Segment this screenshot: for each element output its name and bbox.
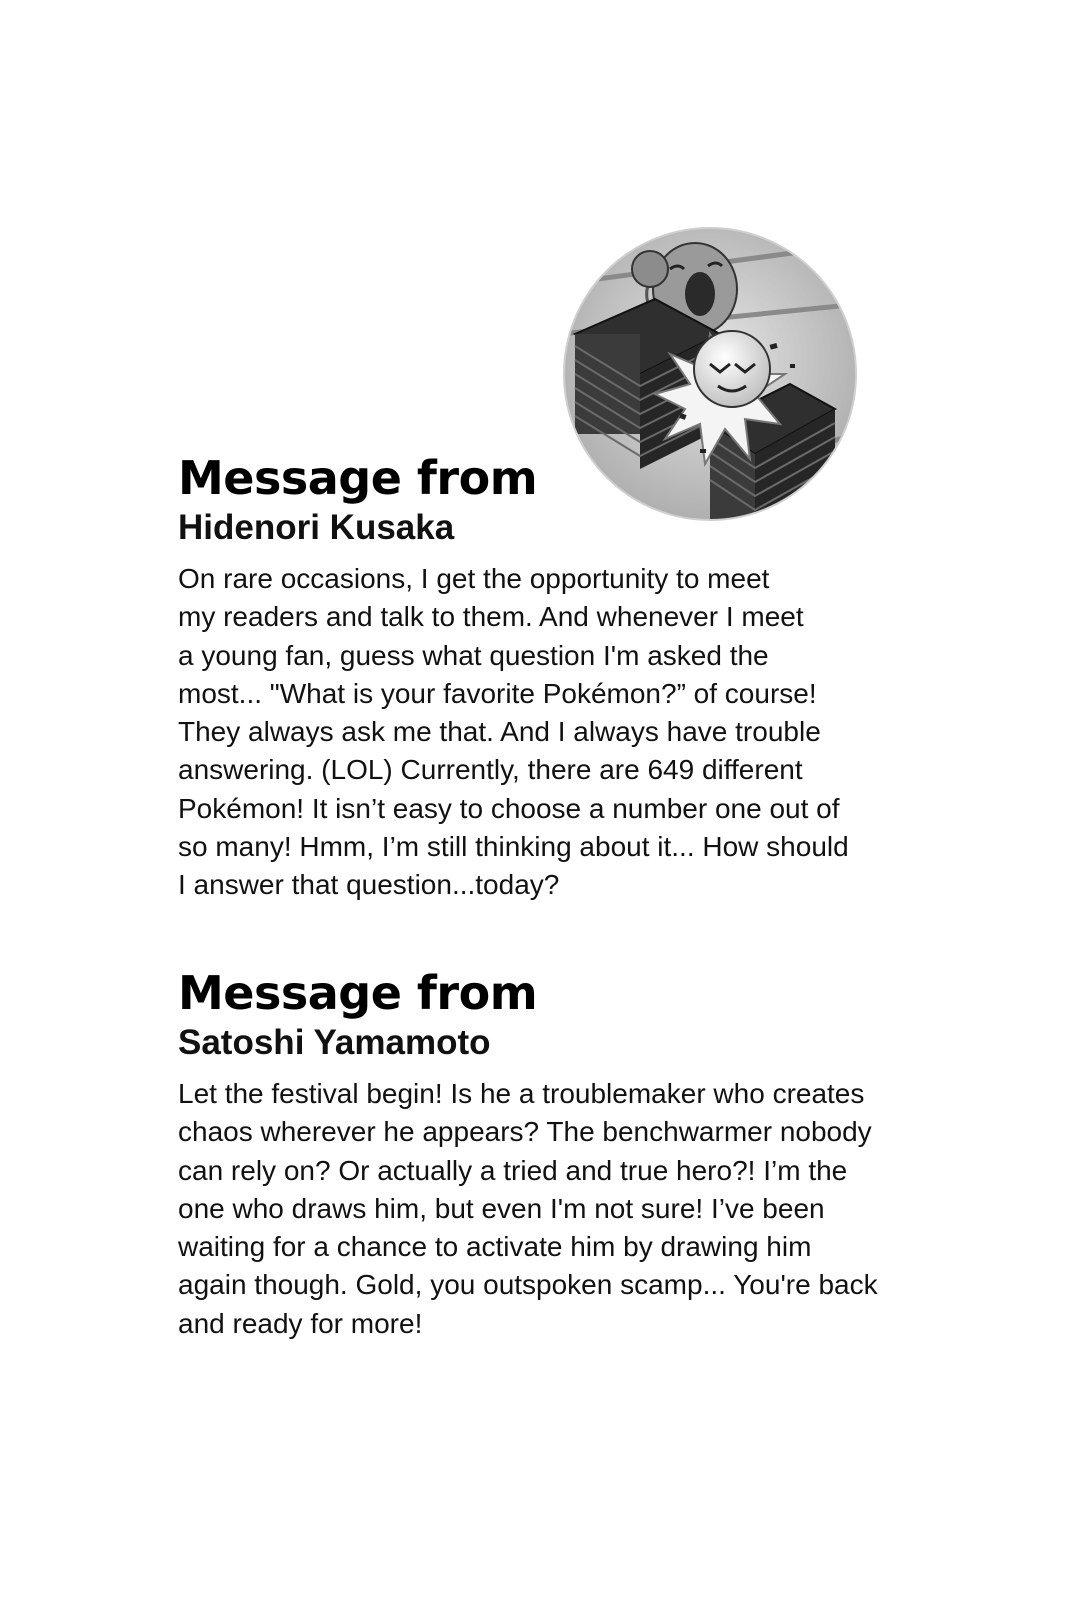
body-line: one who draws him, but even I'm not sure! I’ve been bbox=[178, 1192, 825, 1224]
body-line: I answer that question...today? bbox=[178, 869, 560, 901]
body-line: Pokémon! It isn’t easy to choose a number one out of bbox=[178, 792, 840, 824]
body-line: my readers and talk to them. And whenever I meet bbox=[178, 601, 804, 633]
body-line: waiting for a chance to activate him by drawing him bbox=[178, 1231, 812, 1263]
author-name: Satoshi Yamamoto bbox=[178, 1023, 491, 1062]
body-line: most... "What is your favorite Pokémon?” of course! bbox=[178, 677, 817, 709]
body-line: can rely on? Or actually a tried and true hero?! I’m the bbox=[178, 1154, 848, 1186]
body-line: chaos wherever he appears? The benchwarmer nobody bbox=[178, 1116, 872, 1148]
body-line: On rare occasions, I get the opportunity to meet bbox=[178, 563, 770, 594]
body-line: again though. Gold, you outspoken scamp... You're back bbox=[178, 1269, 878, 1301]
body-line: answering. (LOL) Currently, there are 649 different bbox=[178, 754, 803, 786]
ball-character bbox=[694, 331, 770, 407]
body-line: a young fan, guess what question I'm asked the bbox=[178, 639, 769, 671]
message-body bbox=[178, 1075, 878, 1343]
message-body bbox=[178, 560, 878, 905]
message-section-yamamoto bbox=[178, 965, 878, 1343]
author-name: Hidenori Kusaka bbox=[178, 508, 455, 547]
message-heading: Message from bbox=[178, 966, 538, 1020]
message-heading: Message from bbox=[178, 451, 538, 505]
body-line: They always ask me that. And I always have trouble bbox=[178, 716, 821, 748]
message-section-kusaka bbox=[178, 450, 878, 905]
body-line: so many! Hmm, I’m still thinking about it... How should bbox=[178, 831, 849, 863]
body-line: Let the festival begin! Is he a troublemaker who creates bbox=[178, 1078, 865, 1109]
body-line: and ready for more! bbox=[178, 1307, 423, 1339]
